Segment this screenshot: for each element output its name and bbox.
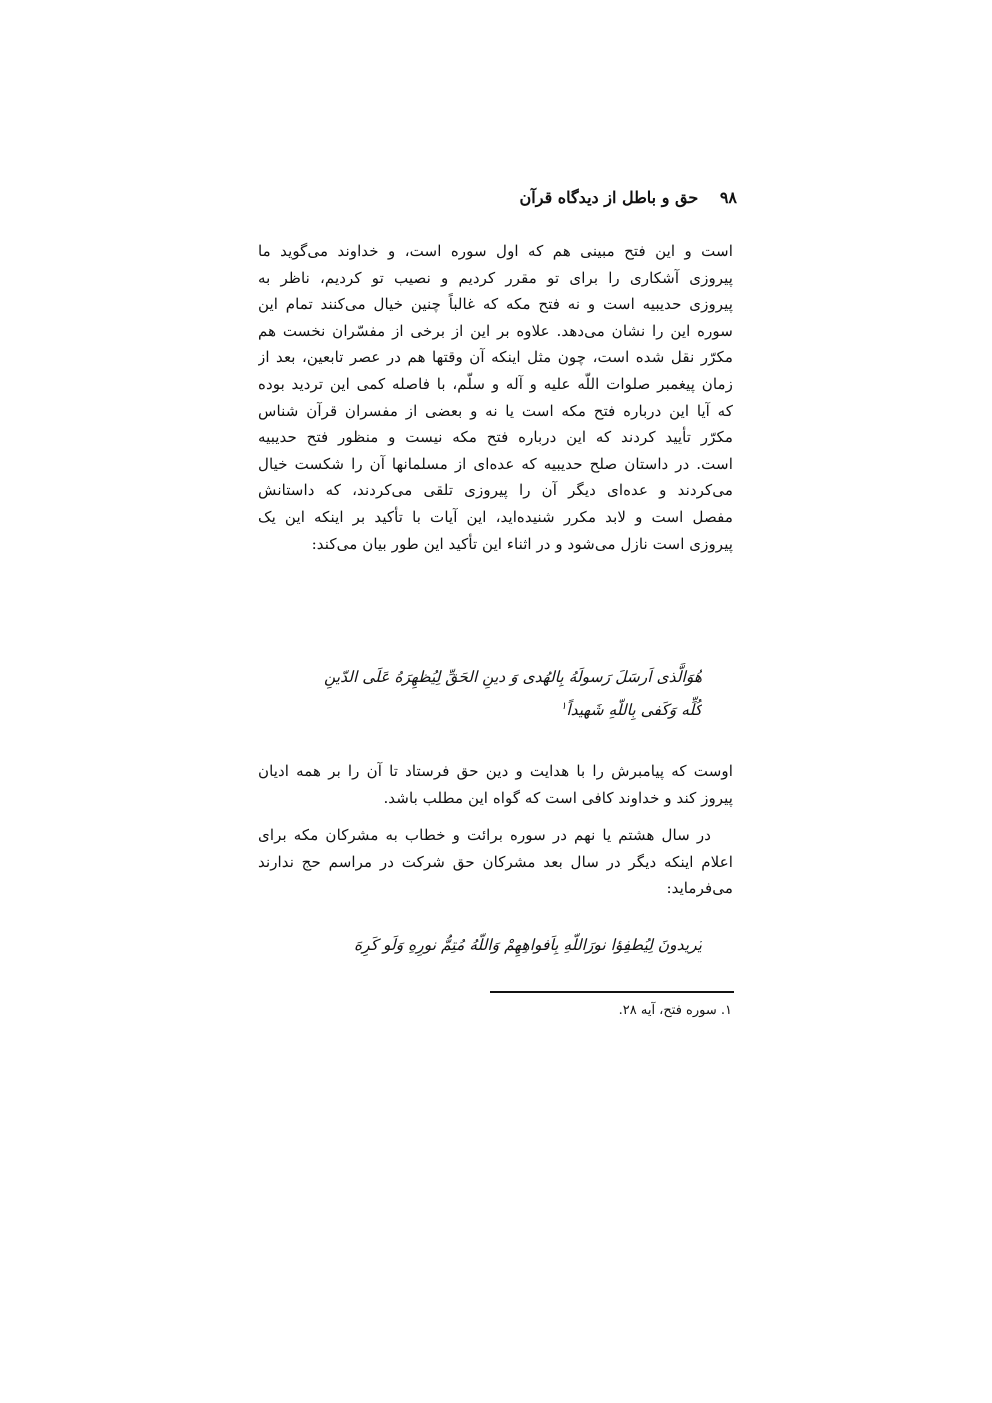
- verse-line: هُوَالَّذی اَرسَلَ رَسولَهُ بِالهُدی وَ دینِ الحَقِّ لِیُظهِرَهُ عَلَی الدّینِ: [324, 668, 702, 686]
- paragraph-line: اوست که پیامبرش را با هدایت و دین حق فرستاد تا آن را بر همه ادیان: [258, 762, 733, 780]
- quran-verse-2: [282, 930, 702, 960]
- paragraph-line: است و این فتح مبینی هم که اول سوره است، و خداوند می‌گوید ما: [258, 242, 733, 260]
- paragraph-line: سوره این را نشان می‌دهد. علاوه بر این از برخی از مفسّران نخست هم: [258, 321, 733, 340]
- running-title: حق و باطل از دیدگاه قرآن: [519, 188, 699, 207]
- paragraph-line: پیروز کند و خداوند کافی است که گواه این مطلب باشد.: [383, 788, 733, 807]
- verse-line: [282, 692, 702, 725]
- paragraph-line: زمان پیغمبر صلوات اللّه علیه و آله و سلّم، با فاصله کمی این تردید بوده: [258, 374, 733, 393]
- page-number: ۹۸: [719, 188, 737, 207]
- paragraph-line: مفصل است و لابد مکرر شنیده‌اید، این آیات با تأکید بر اینکه این یک: [258, 507, 733, 526]
- verse-line: یُریدونَ لِیُطفِؤا نورَاللّهِ بِاَفواهِهِمْ وَاللّهُ مُتِمُّ نورِهِ وَلَو کَرِهَ: [354, 936, 702, 954]
- page-header: [257, 188, 737, 207]
- paragraph-line: اعلام اینکه دیگر در سال بعد مشرکان حق شرکت در مراسم حج ندارند: [258, 852, 733, 871]
- paragraph-2: [258, 758, 733, 811]
- paragraph-line: پیروزی آشکاری را برای تو مقرر کردیم و نصیب تو کردیم، ناظر به: [258, 268, 733, 287]
- quran-verse-1: [282, 662, 702, 725]
- paragraph-1: [258, 238, 733, 557]
- paragraph-line: می‌فرماید:: [666, 879, 733, 898]
- paragraph-line: که آیا این درباره فتح مکه است یا نه و بعضی از مفسران قرآن شناس: [258, 401, 733, 420]
- footnote-divider: [490, 991, 734, 993]
- paragraph-line: مکرّر تأیید کردند که این درباره فتح مکه نیست و منظور فتح حدیبیه: [258, 428, 733, 447]
- paragraph-line: در سال هشتم یا نهم در سوره برائت و خطاب به مشرکان مکه برای: [258, 826, 711, 844]
- paragraph-3: [258, 822, 733, 902]
- paragraph-line: پیروزی است نازل می‌شود و در اثناء این تأکید این طور بیان می‌کند:: [311, 534, 733, 553]
- paragraph-line: مکرّر نقل شده است، چون مثل اینکه آن وقتها هم در عصر تابعین، بعد از: [258, 348, 733, 367]
- paragraph-line: پیروزی حدیبیه است و نه فتح مکه که غالباً چنین خیال می‌کنند تمام این: [258, 295, 733, 314]
- verse-line-text: کُلِّه وَکَفی بِاللّهِ شَهیداً: [566, 701, 702, 720]
- paragraph-line: می‌کردند و عده‌ای دیگر آن را پیروزی تلقی می‌کردند، که داستانش: [258, 481, 733, 500]
- footnote: ۱. سوره فتح، آیه ۲۸.: [618, 1003, 732, 1018]
- footnote-marker: ۱: [560, 701, 567, 712]
- paragraph-line: است. در داستان صلح حدیبیه که عده‌ای از مسلمانها آن را شکست خیال: [258, 454, 733, 473]
